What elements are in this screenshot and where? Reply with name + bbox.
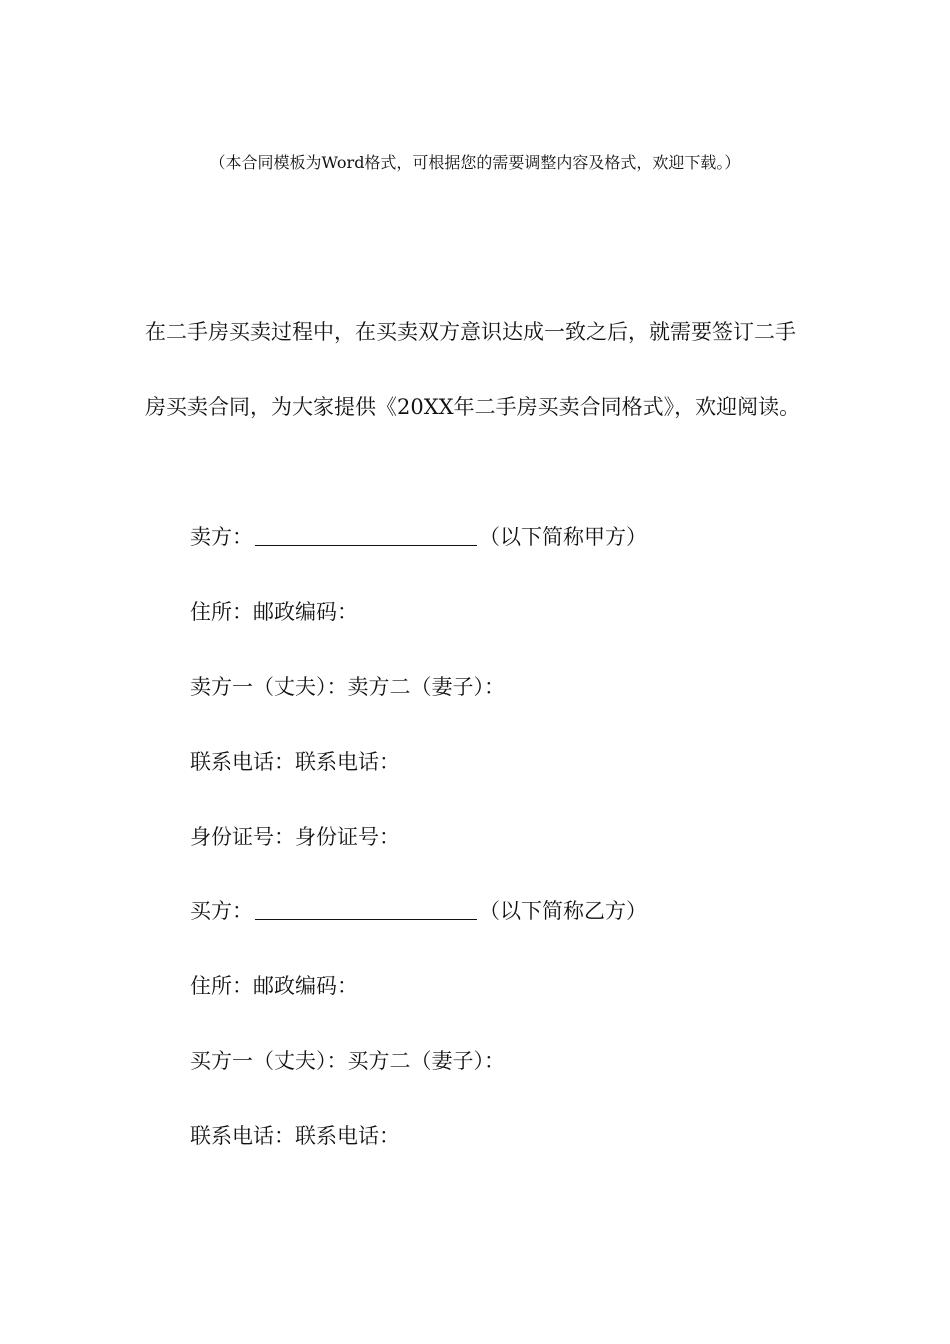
seller-line <box>190 522 647 552</box>
buyer-names-line: 买方一（丈夫）：买方二（妻子）： <box>190 1049 505 1073</box>
buyer-suffix: （以下简称乙方） <box>479 899 647 923</box>
seller-address-line: 住所：邮政编码： <box>190 600 358 624</box>
template-note: （本合同模板为Word格式，可根据您的需要调整内容及格式，欢迎下载。） <box>209 153 741 172</box>
buyer-line <box>190 896 647 926</box>
intro-paragraph: 在二手房买卖过程中，在买卖双方意识达成一致之后，就需要签订二手房买卖合同，为大家提供《20XX年二手房买卖合同格式》，欢迎阅读。 <box>145 320 801 419</box>
seller-id-line: 身份证号：身份证号： <box>190 825 400 849</box>
seller-names-line: 卖方一（丈夫）：卖方二（妻子）： <box>190 675 505 699</box>
buyer-address-line: 住所：邮政编码： <box>190 974 358 998</box>
buyer-name-blank <box>255 899 477 920</box>
seller-name-blank <box>255 525 477 546</box>
seller-phone-line: 联系电话：联系电话： <box>190 750 400 774</box>
buyer-phone-line: 联系电话：联系电话： <box>190 1124 400 1148</box>
buyer-label: 买方： <box>190 899 253 923</box>
seller-suffix: （以下简称甲方） <box>479 525 647 549</box>
seller-label: 卖方： <box>190 525 253 549</box>
